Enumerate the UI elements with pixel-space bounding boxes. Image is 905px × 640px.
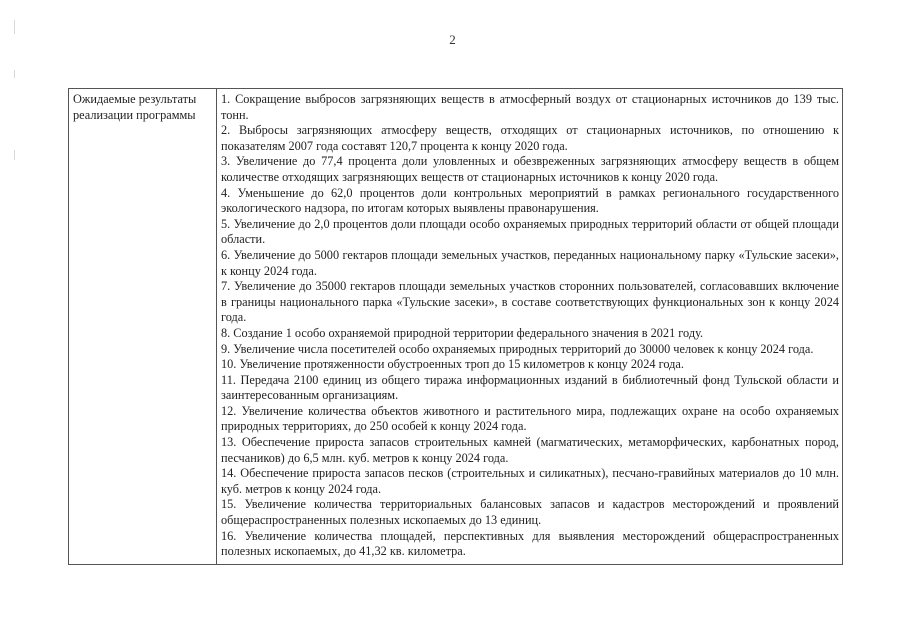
result-item: 6. Увеличение до 5000 гектаров площади земельных участков, переданных национальному парку «Тульские засеки», к концу 2024 года. bbox=[221, 247, 839, 278]
result-item: 15. Увеличение количества территориальных балансовых запасов и кадастров месторождений и проявлений общераспространенных полезных ископаемых до 13 единиц. bbox=[221, 497, 839, 528]
page-number: 2 bbox=[449, 32, 456, 47]
result-item: 10. Увеличение протяженности обустроенных троп до 15 километров к концу 2024 года. bbox=[221, 357, 684, 372]
result-item: 16. Увеличение количества площадей, перспективных для выявления месторождений общераспространенных полезных ископаемых, до 41,32 кв. километра. bbox=[221, 528, 839, 559]
result-item: 3. Увеличение до 77,4 процента доли уловленных и обезвреженных загрязняющих атмосферу веществ в общем количестве отходящих загрязняющих веществ от стационарных источников к концу 2020 года. bbox=[221, 154, 839, 184]
row-label-cell bbox=[69, 89, 217, 565]
result-item: 2. Выбросы загрязняющих атмосферу веществ, отходящих от стационарных источников, по отношению к показателям 2007 года составят 120,7 процента к концу 2020 года. bbox=[221, 123, 839, 153]
result-item: 14. Обеспечение прироста запасов песков (строительных и силикатных), песчано-гравийных материалов до 10 млн. куб. метров к концу 2024 года. bbox=[221, 466, 839, 496]
result-item: 9. Увеличение числа посетителей особо охраняемых природных территорий до 30000 человек к концу 2024 года. bbox=[221, 341, 814, 356]
table-row bbox=[69, 89, 843, 565]
row-label: Ожидаемые результаты реализации программы bbox=[73, 92, 197, 122]
program-results-table bbox=[68, 88, 843, 565]
result-item: 7. Увеличение до 35000 гектаров площади земельных участков сторонних пользователей, согласовавших включение в границы национального парка «Тульские засеки», в составе соответствующих функциональных зон к концу 2024 года. bbox=[221, 279, 839, 325]
result-item: 13. Обеспечение прироста запасов строительных камней (магматических, метаморфических, карбонатных пород, песчаников) до 6,5 млн. куб. метров к концу 2024 года. bbox=[221, 435, 839, 465]
result-item: 11. Передача 2100 единиц из общего тиража информационных изданий в библиотечный фонд Тульской области и заинтересованным организациям. bbox=[221, 372, 839, 403]
result-item: 4. Уменьшение до 62,0 процентов доли контрольных мероприятий в рамках регионального государственного экологического надзора, по итогам которых выявлены правонарушения. bbox=[221, 185, 839, 216]
result-item: 8. Создание 1 особо охраняемой природной территории федерального значения в 2021 году. bbox=[221, 325, 704, 340]
result-item: 1. Сокращение выбросов загрязняющих веществ в атмосферный воздух от стационарных источников до 139 тыс. тонн. bbox=[221, 92, 839, 122]
result-item: 5. Увеличение до 2,0 процентов доли площади особо охраняемых природных территорий области от общей площади области. bbox=[221, 216, 839, 247]
margin-scan-mark bbox=[14, 70, 15, 78]
results-cell bbox=[217, 89, 843, 565]
result-item: 12. Увеличение количества объектов животного и растительного мира, подлежащих охране на особо охраняемых природных территориях, до 250 особей к концу 2024 года. bbox=[221, 403, 839, 434]
margin-scan-mark bbox=[14, 150, 15, 160]
